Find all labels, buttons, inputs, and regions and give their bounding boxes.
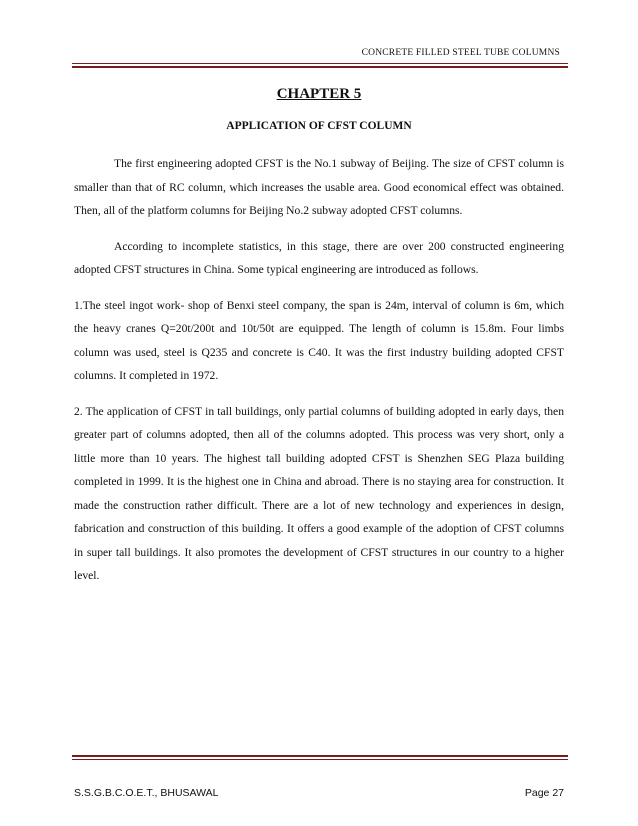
body-text bbox=[74, 152, 564, 600]
footer-rule-thick bbox=[72, 755, 568, 757]
footer-rule-thin bbox=[72, 759, 568, 760]
chapter-subtitle: APPLICATION OF CFST COLUMN bbox=[226, 120, 412, 132]
paragraph: The first engineering adopted CFST is the No.1 subway of Beijing. The size of CFST column is smaller than that of RC column, which increases the usable area. Good economical effect was obtained. Then, all of the platform columns for Beijing No.2 subway adopted CFST columns. bbox=[74, 157, 564, 217]
paragraph: 1.The steel ingot work- shop of Benxi steel company, the span is 24m, interval of column is 6m, which the heavy cranes Q=20t/200t and 10t/50t are equipped. The length of column is 15.8m. Four limbs column was used, steel is Q235 and concrete is C40. It was the first industry building adopted CFST columns. It completed in 1972. bbox=[74, 298, 564, 382]
header-rule-thin bbox=[72, 63, 568, 64]
header-rule-thick bbox=[72, 66, 568, 68]
paragraph: 2. The application of CFST in tall buildings, only partial columns of building adopted in early days, then greater part of columns adopted, then all of the columns adopted. This process was very short, only a little more than 10 years. The highest tall building adopted CFST is Shenzhen SEG Plaza building completed in 1999. It is the highest one in China and abroad. There is no staying area for construction. It made the construction rather difficult. There are a lot of new technology and experiences in design, fabrication and construction of this building. It offers a good example of the adoption of CFST columns in super tall buildings. It also promotes the development of CFST structures in our country to a higher level. bbox=[74, 404, 564, 582]
paragraph: According to incomplete statistics, in this stage, there are over 200 constructed engineering adopted CFST structures in China. Some typical engineering are introduced as follows. bbox=[74, 239, 564, 276]
footer-page-number: Page 27 bbox=[524, 787, 564, 799]
footer-institution: S.S.G.B.C.O.E.T., BHUSAWAL bbox=[74, 787, 219, 799]
chapter-heading: CHAPTER 5 bbox=[276, 86, 362, 102]
running-header-title: CONCRETE FILLED STEEL TUBE COLUMNS bbox=[361, 48, 560, 58]
